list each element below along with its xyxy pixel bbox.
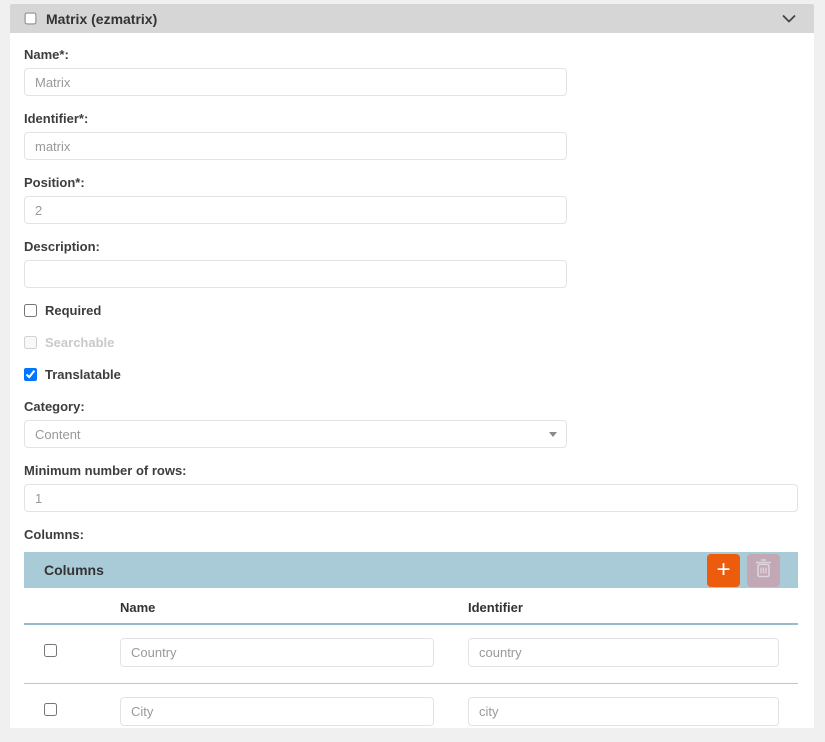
category-selected-value: Content xyxy=(35,426,81,442)
row-checkbox-cell xyxy=(24,703,120,721)
row-checkbox-cell xyxy=(24,644,120,662)
row-identifier-cell xyxy=(468,638,798,667)
plus-icon: + xyxy=(716,556,731,583)
table-row xyxy=(24,683,798,742)
translatable-check-row xyxy=(24,367,814,382)
name-column-header: Name xyxy=(120,600,156,615)
identifier-input[interactable] xyxy=(24,132,567,160)
column-identifier-input[interactable] xyxy=(468,638,779,667)
min-rows-label: Minimum number of rows: xyxy=(24,463,187,478)
description-input[interactable] xyxy=(24,260,567,288)
category-label: Category: xyxy=(24,399,85,414)
translatable-label: Translatable xyxy=(45,367,121,382)
min-rows-input[interactable] xyxy=(24,484,798,512)
chevron-down-icon[interactable] xyxy=(782,14,796,23)
position-label: Position*: xyxy=(24,175,85,190)
delete-column-button[interactable] xyxy=(747,554,780,587)
column-name-input[interactable] xyxy=(120,697,434,726)
required-check-row xyxy=(24,303,814,318)
field-definition-header[interactable] xyxy=(10,4,814,33)
add-column-button[interactable] xyxy=(707,554,740,587)
field-definition-body xyxy=(10,33,814,742)
column-name-input[interactable] xyxy=(120,638,434,667)
searchable-checkbox xyxy=(24,336,37,349)
checkbox-column-header xyxy=(24,600,120,615)
columns-section xyxy=(24,527,814,742)
category-select[interactable] xyxy=(24,420,567,448)
row-identifier-cell xyxy=(468,697,798,726)
identifier-field-group xyxy=(24,111,814,160)
name-field-group xyxy=(24,47,814,96)
category-field-group xyxy=(24,399,814,448)
columns-table xyxy=(24,588,798,742)
columns-toolbar xyxy=(24,552,798,588)
identifier-column-header: Identifier xyxy=(468,600,523,615)
columns-label: Columns: xyxy=(24,527,84,542)
field-definition-title: Matrix (ezmatrix) xyxy=(46,10,158,27)
description-label: Description: xyxy=(24,239,100,254)
field-definition-panel xyxy=(10,4,814,728)
row-name-cell xyxy=(120,697,468,726)
translatable-checkbox[interactable] xyxy=(24,368,37,381)
column-identifier-input[interactable] xyxy=(468,697,779,726)
name-input[interactable] xyxy=(24,68,567,96)
name-label: Name*: xyxy=(24,47,69,62)
position-field-group xyxy=(24,175,814,224)
trash-icon xyxy=(755,559,772,581)
field-select-checkbox[interactable] xyxy=(25,13,37,25)
table-row xyxy=(24,625,798,683)
columns-toolbar-title: Columns xyxy=(44,562,104,578)
row-select-checkbox[interactable] xyxy=(44,703,57,716)
searchable-label: Searchable xyxy=(45,335,115,350)
description-field-group xyxy=(24,239,814,288)
row-select-checkbox[interactable] xyxy=(44,644,57,657)
position-input[interactable] xyxy=(24,196,567,224)
identifier-label: Identifier*: xyxy=(24,111,89,126)
required-checkbox[interactable] xyxy=(24,304,37,317)
searchable-check-row xyxy=(24,335,814,350)
columns-table-header xyxy=(24,588,798,625)
row-name-cell xyxy=(120,638,468,667)
dropdown-arrow-icon xyxy=(549,432,557,437)
required-label: Required xyxy=(45,303,102,318)
min-rows-field-group xyxy=(24,463,814,512)
